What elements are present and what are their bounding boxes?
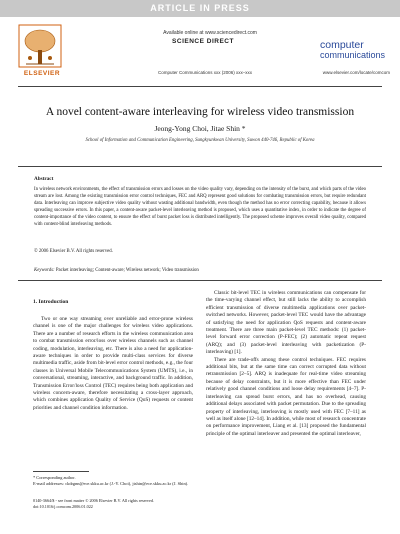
article-authors: Jeong-Yong Choi, Jitae Shin * <box>154 124 246 133</box>
sciencedirect-logo[interactable] <box>143 38 263 50</box>
abstract-heading: Abstract <box>34 176 54 182</box>
abstract-bottom-divider <box>18 280 382 281</box>
footnote <box>33 475 193 487</box>
front-matter-footer <box>33 498 233 510</box>
elsevier-tree-icon <box>18 24 62 68</box>
body-paragraph: Two or one way streaming over unreliable and error-prone wireless channel is one of the major challenges for wireless video applications. There are a number of research efforts in the wireless communication area to combat transmission error/loss over wireless channels such as channel coding, modulation, interleaving, etc. There is also a need for application-aware techniques in order to provide multi-class services for diverse multimedia traffic, aside from bit-level error control methods, e.g., the four classes in Universal Mobile Telecommunications System (UMTS), i.e., in conversational, streaming, interactive, and background traffic. In addition, Transmission Error/loss Control (TEC) requires being both application and wireless concern-aware, therefore necessitating a cross-layer approach, which combines application Quality of Service (QoS) requests or content priorities and channel condition information. <box>33 316 193 411</box>
publisher-name: ELSEVIER <box>23 70 61 77</box>
body-paragraph: Classic bit-level TEC in wireless communications can compensate for the time-varying channel effect, but still lacks the ability to accomplish efficient transmission of diverse multimedia applications over packet-switched networks. However, packet-level TEC would have the advantage of satisfying the need for application QoS requests and content-aware treatment. There are three main packet-level TEC methods: (1) packet-level forward error correction (P-FEC); (2) automatic repeat request (ARQ); and (3) packet-level interleaving with packetization (P-interleaving) [1]. <box>206 290 366 356</box>
doi-link[interactable]: doi:10.1016/j.comcom.2006.01.022 <box>33 504 93 509</box>
journal-logo <box>320 40 386 60</box>
author-emails[interactable]: E-mail addresses: ckdrgnn@ece.skku.ac.kr (J.-Y. Choi), jtshin@ece.skku.ac.kr (J. Shin). <box>33 481 189 487</box>
available-online-link[interactable]: Available online at www.sciencedirect.com <box>163 30 257 36</box>
corresponding-author: * Corresponding author. <box>33 475 76 480</box>
abstract-text: In wireless network environments, the effect of transmission errors and losses on the video quality vary, depending on the intensity of the burst, and which parts of the video stream are lost. Among the existing transmission error control techniques, FEC and ARQ represent good solutions for combating transmission errors, but require redundant data. Interleaving can improve subjective video quality without wasting additional bandwidth, even though the method has no error correcting capability, because it allows spreading successive errors. In this paper, a content-aware packet-level interleaving method is proposed, which uses a quantitative index, in order to indicate the degree of content-importance of the video content, to ensure the effect of burst packet loss is distributed intelligently. The proposed scheme improves overall video quality, compared with content-blind interleaving methods. <box>34 187 366 227</box>
author-affiliation: School of Information and Communication Engineering, Sungkyunkwan University, Suwon 440-746, Republic of Korea <box>85 138 315 143</box>
abstract-top-divider <box>18 166 382 167</box>
keywords-list: Packet interleaving; Content-aware; Wireless network; Video transmission <box>55 268 199 273</box>
keywords <box>34 268 199 273</box>
article-in-press-banner: ARTICLE IN PRESS <box>0 0 400 17</box>
body-column-left <box>33 316 193 412</box>
journal-url-link[interactable]: www.elsevier.com/locate/comcom <box>322 70 390 75</box>
header-divider <box>18 86 382 87</box>
article-title: A novel content-aware interleaving for wireless video transmission <box>45 106 355 118</box>
journal-issue: Computer Communications xxx (2006) xxx–xxx <box>157 70 253 75</box>
issn-line: 0140-3664/$ - see front matter © 2006 Elsevier B.V. All rights reserved. <box>33 498 155 503</box>
footnote-divider <box>33 471 89 472</box>
abstract-copyright: © 2006 Elsevier B.V. All rights reserved. <box>34 249 113 254</box>
journal-logo-line1: computer <box>320 39 364 51</box>
journal-logo-line2: communications <box>320 50 386 60</box>
sciencedirect-text: SCIENCE DIRECT <box>172 38 234 45</box>
section-heading: 1. Introduction <box>33 299 69 305</box>
keywords-label: Keywords: <box>34 268 55 273</box>
body-column-right <box>206 290 366 438</box>
body-paragraph: There are trade-offs among these control techniques. FEC requires additional bits, but at the same time can correct corrupted data without retransmission [2–5]. ARQ is inadequate for real-time video streaming because of delay constraints, but it is more effective than FEC under relatively good channel conditions and loose delay requirements [4–7]. P-interleaving can spread burst errors, and has no overhead, causing additional delays associated with packet permutation. Due to the spreading property of interleaving, interleaving is mostly used with FEC [7–11] as well as itself alone [12–14]. In addition, while most of research concentrate on performance improvement, Liang et al. [13] proposed the fundamental principle of the optimal interleaver and presented the optimal interleaver, <box>206 356 366 437</box>
